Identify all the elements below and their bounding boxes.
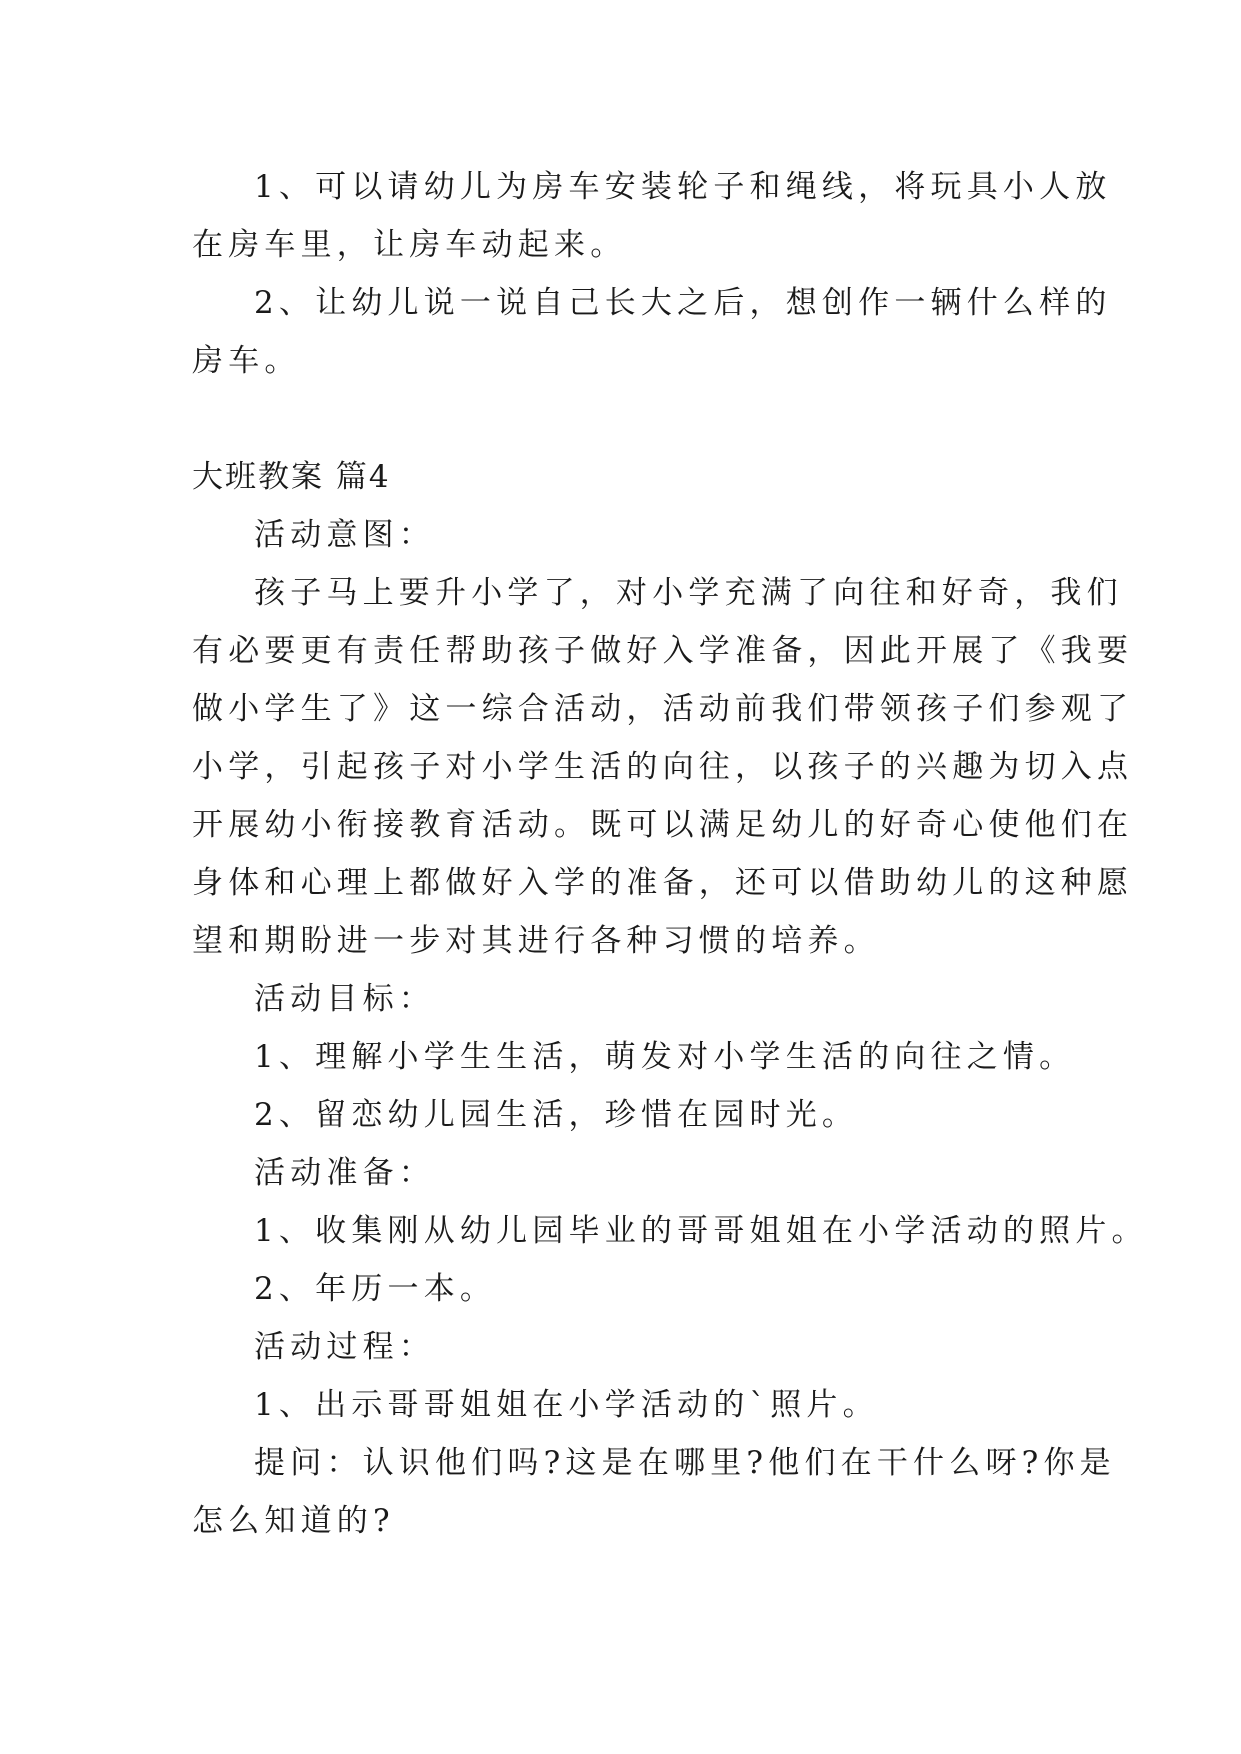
paragraph-line: 身体和心理上都做好入学的准备，还可以借助幼儿的这种愿 [192, 865, 1134, 901]
list-item: 2、留恋幼儿园生活，珍惜在园时光。 [254, 1097, 859, 1133]
paragraph-line: 做小学生了》这一综合活动，活动前我们带领孩子们参观了 [192, 691, 1134, 727]
paragraph-line: 提问：认识他们吗?这是在哪里?他们在干什么呀?你是 [254, 1445, 1116, 1481]
section-heading: 活动目标： [254, 981, 435, 1017]
paragraph-line: 望和期盼进一步对其进行各种习惯的培养。 [192, 923, 880, 959]
list-item: 1、出示哥哥姐姐在小学活动的`照片。 [254, 1387, 879, 1423]
paragraph-line: 1、可以请幼儿为房车安装轮子和绳线，将玩具小人放 [254, 169, 1112, 205]
paragraph-line: 2、让幼儿说一说自己长大之后，想创作一辆什么样的 [254, 285, 1112, 321]
paragraph-line: 怎么知道的? [192, 1503, 395, 1539]
section-heading: 活动准备： [254, 1155, 435, 1191]
list-item: 2、年历一本。 [254, 1271, 497, 1307]
section-heading: 活动过程： [254, 1329, 435, 1365]
section-heading: 活动意图： [254, 517, 435, 553]
paragraph-line: 孩子马上要升小学了，对小学充满了向往和好奇，我们 [254, 575, 1123, 611]
paragraph-line: 有必要更有责任帮助孩子做好入学准备，因此开展了《我要 [192, 633, 1134, 669]
list-item: 1、收集刚从幼儿园毕业的哥哥姐姐在小学活动的照片。 [254, 1213, 1148, 1249]
list-item: 1、理解小学生生活，萌发对小学生活的向往之情。 [254, 1039, 1076, 1075]
paragraph-line: 房车。 [192, 343, 301, 379]
paragraph-line: 在房车里，让房车动起来。 [192, 227, 627, 263]
paragraph-line: 小学，引起孩子对小学生活的向往，以孩子的兴趣为切入点 [192, 749, 1134, 785]
paragraph-line: 开展幼小衔接教育活动。既可以满足幼儿的好奇心使他们在 [192, 807, 1134, 843]
section-title: 大班教案 篇4 [192, 459, 391, 495]
